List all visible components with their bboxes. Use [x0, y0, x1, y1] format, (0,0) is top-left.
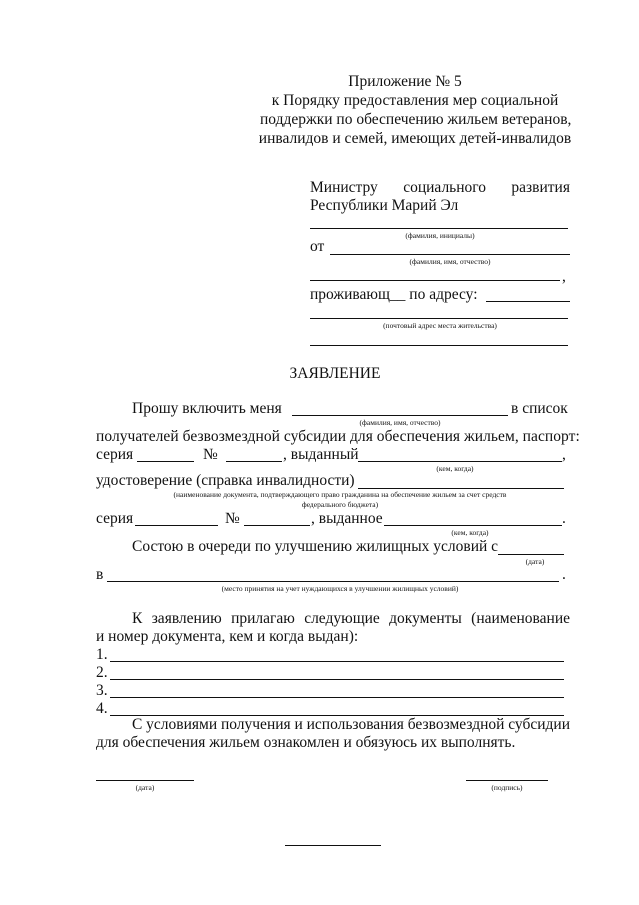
conditions-line-1	[132, 716, 570, 734]
list-item-number: 3.	[96, 682, 108, 699]
list-item-number: 1.	[96, 646, 108, 663]
series-label: серия	[96, 446, 134, 463]
date-signature-line[interactable]	[96, 780, 194, 781]
hint-signature-date: (дата)	[135, 783, 155, 792]
hint-fio-initials: (фамилия, инициалы)	[405, 231, 475, 240]
conditions-word: использования	[306, 716, 404, 733]
address-line-1[interactable]	[486, 301, 570, 302]
recipients-line: получателей безвозмездной субсидии для обеспечения жильем, паспорт:	[96, 428, 580, 445]
number-line[interactable]	[226, 461, 282, 462]
hint-fio-full: (фамилия, имя, отчество)	[409, 257, 491, 266]
signature-line[interactable]	[466, 780, 548, 781]
certificate-line[interactable]	[358, 488, 564, 489]
attach-line-2: и номер документа, кем и когда выдан):	[96, 628, 359, 645]
hint-place: (место принятия на учет нуждающихся в улучшении жилищных условий)	[221, 584, 459, 593]
conditions-word: безвозмездной	[407, 716, 505, 733]
conditions-word: С	[132, 716, 143, 733]
attach-word: (наименование	[471, 610, 570, 627]
request-fio-line[interactable]	[292, 415, 508, 416]
conditions-word: получения	[220, 716, 291, 733]
conditions-word: субсидии	[508, 716, 570, 733]
appendix-line-3: инвалидов и семей, имеющих детей-инвалидов	[258, 130, 572, 147]
conditions-word: условиями	[146, 716, 218, 733]
in-label: в	[96, 566, 104, 583]
appendix-line-2: поддержки по обеспечению жильем ветеранов,	[260, 111, 572, 128]
from-fio-line[interactable]	[330, 254, 570, 255]
request-start: Прошу включить меня	[132, 400, 282, 417]
fio-initials-line[interactable]	[310, 228, 568, 229]
series-line[interactable]	[137, 461, 194, 462]
address-line-3[interactable]	[310, 345, 568, 346]
attach-word: К	[132, 610, 143, 627]
hint-document-2: федерального бюджета)	[301, 500, 379, 509]
hint-document-1: (наименование документа, подтверждающего право гражданина на обеспечение жильем за счет средств	[173, 490, 507, 499]
series2-label: серия	[96, 510, 134, 527]
queue-line: Состою в очереди по улучшению жилищных условий с	[132, 538, 499, 555]
hint-request-fio: (фамилия, имя, отчество)	[359, 418, 441, 427]
fio-continuation-line[interactable]	[310, 280, 560, 281]
appendix-title: Приложение № 5	[348, 73, 462, 90]
list-item-number: 2.	[96, 664, 108, 681]
list-item-line[interactable]	[110, 697, 564, 698]
conditions-line-2: для обеспечения жильем ознакомлен и обязуюсь их выполнять.	[96, 734, 516, 751]
attach-line-1	[132, 610, 570, 628]
list-item-number: 4.	[96, 700, 108, 717]
hint-address: (почтовый адрес места жительства)	[383, 321, 497, 330]
address-line-2[interactable]	[310, 318, 568, 319]
from-label: от	[310, 238, 325, 255]
addressee-word: Министру	[310, 179, 378, 196]
issued-label: , выданный	[283, 446, 359, 463]
issued2-label: , выданное	[311, 510, 383, 527]
hint-issued-by2: (кем, когда)	[451, 528, 489, 537]
request-end: в список	[511, 400, 568, 417]
comma: ,	[562, 446, 566, 463]
attach-word: прилагаю	[231, 610, 295, 627]
separator-line	[285, 845, 381, 846]
number2-label: №	[225, 510, 240, 527]
conditions-word: и	[294, 716, 303, 733]
addressee-word: социального	[403, 179, 487, 196]
attach-word: заявлению	[151, 610, 222, 627]
hint-date: (дата)	[525, 557, 545, 566]
addressee-line-1	[310, 179, 570, 197]
attach-word: следующие	[304, 610, 380, 627]
issued2-by-line[interactable]	[384, 525, 562, 526]
list-item-line[interactable]	[110, 679, 564, 680]
hint-issued-by: (кем, когда)	[436, 464, 474, 473]
period: .	[562, 510, 566, 527]
addressee-line-2: Республики Марий Эл	[310, 197, 459, 214]
addressee-word: развития	[511, 179, 570, 196]
appendix-line-1: к Порядку предоставления мер социальной	[271, 92, 559, 109]
number2-line[interactable]	[244, 525, 310, 526]
residing-label: проживающ__ по адресу:	[310, 286, 478, 303]
attach-word: документы	[389, 610, 462, 627]
place-line[interactable]	[107, 581, 559, 582]
list-item-line[interactable]	[110, 661, 564, 662]
comma: ,	[562, 268, 566, 285]
queue-date-line[interactable]	[498, 554, 564, 555]
series2-line[interactable]	[135, 525, 218, 526]
issued-by-line[interactable]	[358, 461, 562, 462]
document-title: ЗАЯВЛЕНИЕ	[289, 365, 381, 382]
hint-signature: (подпись)	[491, 783, 523, 792]
number-label: №	[203, 446, 218, 463]
certificate-label: удостоверение (справка инвалидности)	[96, 472, 355, 489]
period: .	[562, 566, 566, 583]
